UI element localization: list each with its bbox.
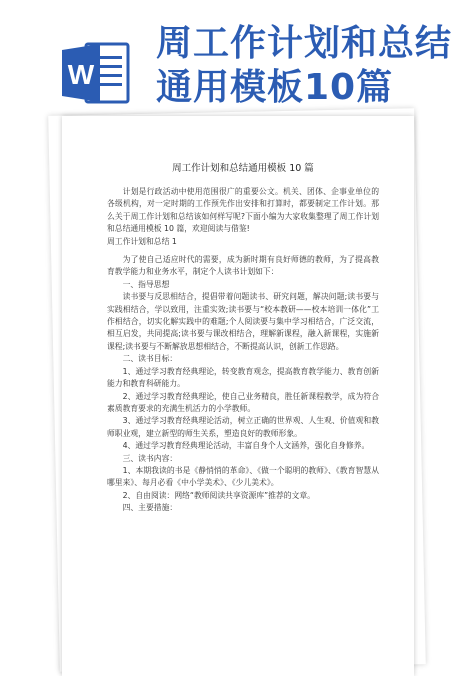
paragraph-heading: 一、指导思想	[122, 279, 170, 289]
banner-title	[156, 22, 456, 110]
banner-title-line-1: 周工作计划和总结	[156, 23, 453, 64]
paragraph-heading: 三、读书内容：	[122, 453, 178, 463]
banner-title-line-2: 通用模板10篇	[156, 67, 394, 108]
paragraph: 2、通过学习教育经典理论，使自己业务精良，胜任新课程教学，成为符合素质教育要求的充满生机活力的小学教师。	[107, 391, 379, 413]
paragraph: 计划是行政活动中使用范围很广的重要公文。机关、团体、企事业单位的各级机构，对一定时期的工作预先作出安排和打算时，都要制定工作计划。那么关于周工作计划和总结该如何样写呢?下面小编为大家收集整理了周工作计划和总结通用模板 10 篇，欢迎阅读与借鉴!	[107, 187, 379, 234]
word-logo-icon	[62, 40, 130, 106]
paragraph: 2、自由阅读：网络“教师阅读共享资源库”推荐的文章。	[122, 490, 315, 500]
section-heading: 周工作计划和总结 1	[107, 236, 177, 246]
word-logo-letter: W	[67, 59, 95, 90]
document-title: 周工作计划和总结通用模板 10 篇	[172, 163, 314, 174]
paragraph: 为了使自己适应时代的需要，成为新时期有良好师德的教师，为了提高教育教学能力和业务水平，制定个人读书计划如下：	[107, 255, 379, 277]
paragraph-heading: 二、读书目标：	[122, 354, 178, 364]
paragraph: 读书要与反思相结合，提倡带着问题读书、研究问题，解决问题;读书要与实践相结合，学以致用，注重实效;读书要与“校本教研——校本培训一体化”工作相结合，切实化解实践中的难题;个人阅读要与集中学习相结合，广泛交流，相互启发，共同提高;读书要与课改相结合，理解新课程，融入新课程，实施新课程;读书要与不断解放思想相结合，不断提高认识，创新工作思路。	[107, 292, 379, 351]
paragraph-heading: 四、主要措施：	[122, 503, 178, 513]
paragraph: 4、通过学习教育经典理论活动，丰富自身个人文涵养，强化自身修养。	[122, 441, 370, 451]
paragraph: 1、本期我读的书是《静悄悄的革命》、《做一个聪明的教师》、《教育智慧从哪里来》、每月必看《中小学美术》、《少儿美术》。	[107, 465, 379, 488]
paragraph: 3、通过学习教育经典理论活动，树立正确的世界观、人生观、价值观和教师职业观，建立新型的师生关系，塑造良好的教师形象。	[107, 416, 379, 438]
document-page	[62, 116, 414, 676]
paragraph: 1、通过学习教育经典理论，转变教育观念，提高教育教学能力、教育创新能力和教育科研能力。	[107, 366, 379, 389]
document-body	[107, 160, 379, 515]
